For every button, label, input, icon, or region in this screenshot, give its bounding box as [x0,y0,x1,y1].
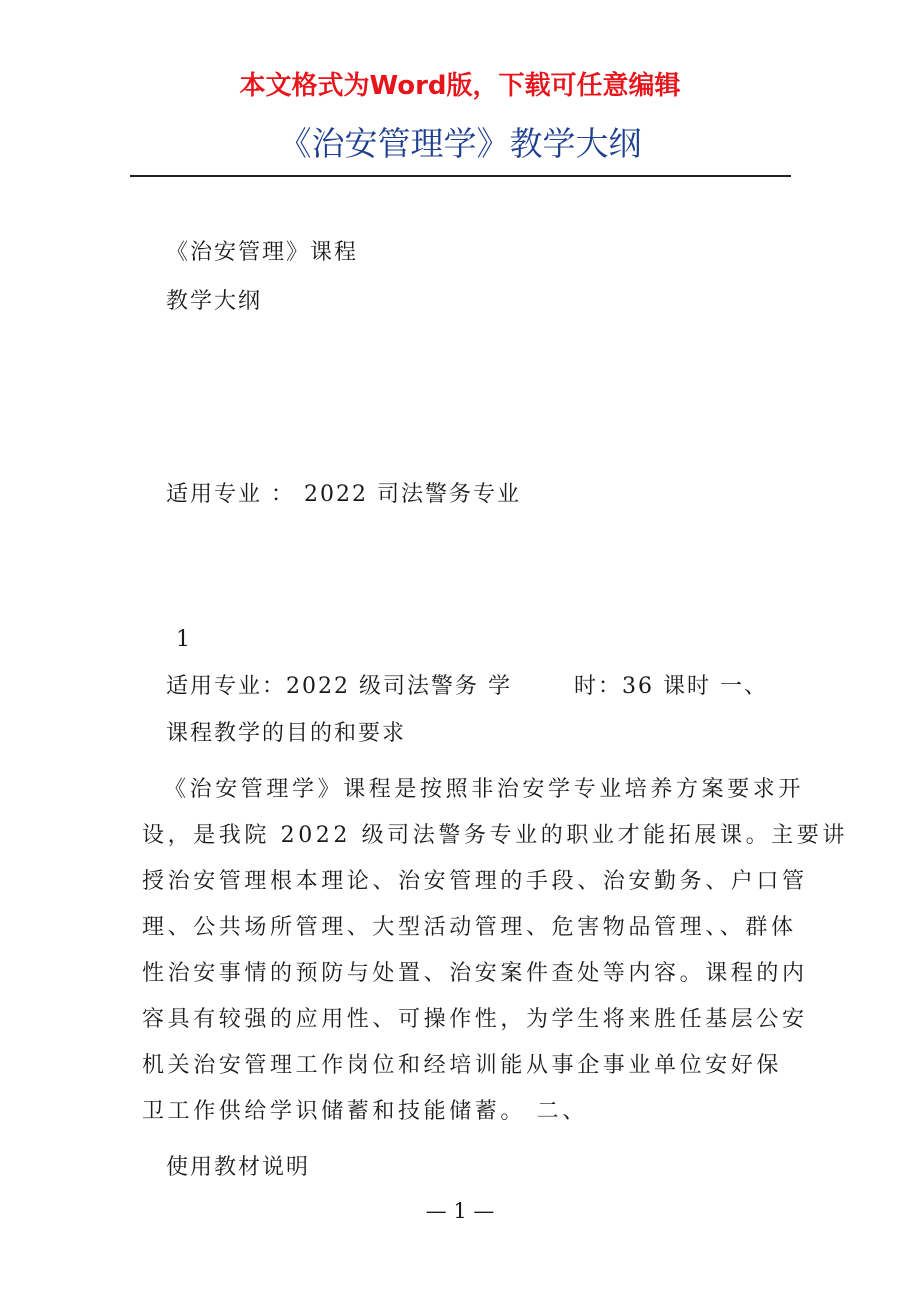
page-footer: — 1 — [425,1199,495,1223]
paragraph-line: 机关治安管理工作岗位和经培训能从事企事业单位安好保 [142,1053,783,1078]
info-hours: 时：36 课时 一、 [573,674,768,699]
info-line [166,671,768,703]
info-major: 适用专业：2022 级司法警务 学 [166,674,512,699]
page-marker: 1 [176,627,192,652]
section2-heading: 使用教材说明 [166,1155,311,1180]
section1-paragraph [142,767,848,1135]
paragraph-line: 卫工作供给学识储蓄和技能储蓄。 二、 [142,1099,588,1124]
paragraph-line: 《治安管理学》课程是按照非治安学专业培养方案要求开 [164,777,805,802]
paragraph-line: 设，是我院 2022 级司法警务专业的职业才能拓展课。主要讲 [142,823,848,848]
cover-course-line: 《治安管理》课程 [166,240,359,265]
cover-outline-line: 教学大纲 [166,289,263,314]
title-divider [130,175,791,177]
section1-heading: 课程教学的目的和要求 [166,721,407,746]
paragraph-line: 性治安事情的预防与处置、治安案件查处等内容。课程的内 [142,961,808,986]
document-title: 《治安管理学》教学大纲 [278,124,642,163]
format-banner: 本文格式为Word版，下载可任意编辑 [239,71,681,101]
paragraph-line: 容具有较强的应用性、可操作性，为学生将来胜任基层公安 [142,1007,808,1032]
paragraph-line: 授治安管理根本理论、治安管理的手段、治安勤务、户口管 [142,869,808,894]
paragraph-line: 理、公共场所管理、大型活动管理、危害物品管理、、群体 [142,915,797,940]
cover-major-line: 适用专业 ： 2022 司法警务专业 [166,482,521,507]
